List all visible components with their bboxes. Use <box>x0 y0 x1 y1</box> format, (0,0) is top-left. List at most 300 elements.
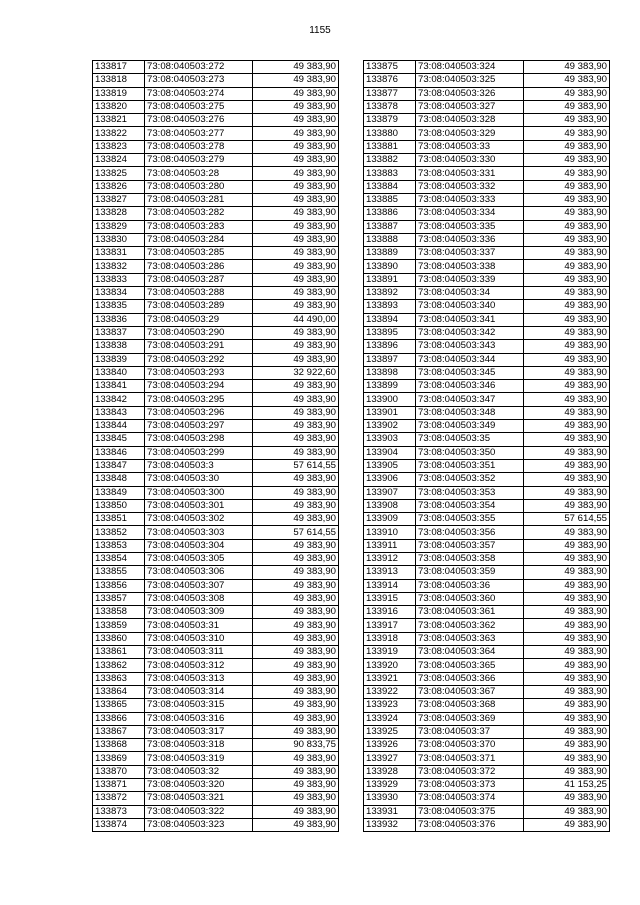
value-cell: 49 383,90 <box>524 473 610 486</box>
value-cell: 49 383,90 <box>253 592 339 605</box>
row-number-cell: 133851 <box>93 513 145 526</box>
value-cell: 49 383,90 <box>253 406 339 419</box>
cadastral-number-cell: 73:08:040503:272 <box>145 61 253 74</box>
cadastral-number-cell: 73:08:040503:338 <box>416 260 524 273</box>
table-row <box>364 699 610 712</box>
row-number-cell: 133928 <box>364 765 416 778</box>
cadastral-number-cell: 73:08:040503:303 <box>145 526 253 539</box>
value-cell: 49 383,90 <box>253 233 339 246</box>
table-row <box>93 765 339 778</box>
table-row <box>364 326 610 339</box>
cadastral-number-cell: 73:08:040503:325 <box>416 74 524 87</box>
table-row <box>364 818 610 831</box>
table-row <box>364 792 610 805</box>
cadastral-number-cell: 73:08:040503:352 <box>416 473 524 486</box>
table-row <box>364 233 610 246</box>
row-number-cell: 133891 <box>364 273 416 286</box>
table-row <box>364 685 610 698</box>
cadastral-number-cell: 73:08:040503:36 <box>416 579 524 592</box>
cadastral-number-cell: 73:08:040503:324 <box>416 61 524 74</box>
cadastral-number-cell: 73:08:040503:32 <box>145 765 253 778</box>
table-row <box>364 340 610 353</box>
value-cell: 49 383,90 <box>253 154 339 167</box>
value-cell: 49 383,90 <box>524 420 610 433</box>
cadastral-number-cell: 73:08:040503:347 <box>416 393 524 406</box>
row-number-cell: 133912 <box>364 552 416 565</box>
value-cell: 49 383,90 <box>253 260 339 273</box>
table-row <box>93 366 339 379</box>
value-cell: 57 614,55 <box>253 459 339 472</box>
table-row <box>93 207 339 220</box>
row-number-cell: 133850 <box>93 499 145 512</box>
cadastral-number-cell: 73:08:040503:287 <box>145 273 253 286</box>
cadastral-number-cell: 73:08:040503:370 <box>416 739 524 752</box>
row-number-cell: 133854 <box>93 552 145 565</box>
cadastral-number-cell: 73:08:040503:286 <box>145 260 253 273</box>
cadastral-number-cell: 73:08:040503:308 <box>145 592 253 605</box>
value-cell: 49 383,90 <box>524 699 610 712</box>
table-row <box>93 805 339 818</box>
cadastral-number-cell: 73:08:040503:349 <box>416 420 524 433</box>
table-row <box>364 539 610 552</box>
value-cell: 49 383,90 <box>253 220 339 233</box>
cadastral-number-cell: 73:08:040503:357 <box>416 539 524 552</box>
value-cell: 49 383,90 <box>253 74 339 87</box>
table-row <box>93 287 339 300</box>
row-number-cell: 133906 <box>364 473 416 486</box>
row-number-cell: 133932 <box>364 818 416 831</box>
cadastral-number-cell: 73:08:040503:28 <box>145 167 253 180</box>
value-cell: 49 383,90 <box>253 207 339 220</box>
value-cell: 49 383,90 <box>524 646 610 659</box>
cadastral-number-cell: 73:08:040503:29 <box>145 313 253 326</box>
table-row <box>93 74 339 87</box>
value-cell: 32 922,60 <box>253 366 339 379</box>
table-row <box>93 699 339 712</box>
row-number-cell: 133907 <box>364 486 416 499</box>
table-row <box>364 313 610 326</box>
value-cell: 49 383,90 <box>524 287 610 300</box>
table-row <box>364 459 610 472</box>
row-number-cell: 133920 <box>364 659 416 672</box>
value-cell: 49 383,90 <box>253 725 339 738</box>
row-number-cell: 133844 <box>93 420 145 433</box>
table-row <box>364 552 610 565</box>
table-row <box>93 300 339 313</box>
table-row <box>364 765 610 778</box>
table-row <box>93 672 339 685</box>
row-number-cell: 133910 <box>364 526 416 539</box>
row-number-cell: 133904 <box>364 446 416 459</box>
table-row <box>93 100 339 113</box>
cadastral-number-cell: 73:08:040503:280 <box>145 180 253 193</box>
cadastral-number-cell: 73:08:040503:340 <box>416 300 524 313</box>
cadastral-number-cell: 73:08:040503:300 <box>145 486 253 499</box>
cadastral-number-cell: 73:08:040503:372 <box>416 765 524 778</box>
table-row <box>364 566 610 579</box>
cadastral-number-cell: 73:08:040503:37 <box>416 725 524 738</box>
table-row <box>364 61 610 74</box>
value-cell: 49 383,90 <box>253 606 339 619</box>
value-cell: 49 383,90 <box>524 247 610 260</box>
value-cell: 49 383,90 <box>524 606 610 619</box>
table-row <box>364 180 610 193</box>
row-number-cell: 133841 <box>93 380 145 393</box>
table-row <box>93 659 339 672</box>
table-row <box>364 499 610 512</box>
table-row <box>93 446 339 459</box>
cadastral-number-cell: 73:08:040503:345 <box>416 366 524 379</box>
row-number-cell: 133909 <box>364 513 416 526</box>
row-number-cell: 133863 <box>93 672 145 685</box>
table-row <box>364 74 610 87</box>
row-number-cell: 133853 <box>93 539 145 552</box>
value-cell: 49 383,90 <box>524 632 610 645</box>
row-number-cell: 133865 <box>93 699 145 712</box>
cadastral-number-cell: 73:08:040503:34 <box>416 287 524 300</box>
value-cell: 49 383,90 <box>524 87 610 100</box>
value-cell: 49 383,90 <box>253 659 339 672</box>
table-row <box>93 154 339 167</box>
table-row <box>364 207 610 220</box>
table-row <box>93 739 339 752</box>
value-cell: 49 383,90 <box>253 247 339 260</box>
table-row <box>364 712 610 725</box>
cadastral-number-cell: 73:08:040503:375 <box>416 805 524 818</box>
cadastral-number-cell: 73:08:040503:360 <box>416 592 524 605</box>
cadastral-number-cell: 73:08:040503:351 <box>416 459 524 472</box>
table-row <box>93 712 339 725</box>
value-cell: 49 383,90 <box>253 193 339 206</box>
value-cell: 49 383,90 <box>524 659 610 672</box>
table-row <box>364 526 610 539</box>
cadastral-number-cell: 73:08:040503:283 <box>145 220 253 233</box>
cadastral-number-cell: 73:08:040503:359 <box>416 566 524 579</box>
table-row <box>93 646 339 659</box>
row-number-cell: 133852 <box>93 526 145 539</box>
row-number-cell: 133819 <box>93 87 145 100</box>
cadastral-number-cell: 73:08:040503:355 <box>416 513 524 526</box>
cadastral-number-cell: 73:08:040503:327 <box>416 100 524 113</box>
table-row <box>364 393 610 406</box>
cadastral-number-cell: 73:08:040503:309 <box>145 606 253 619</box>
cadastral-number-cell: 73:08:040503:348 <box>416 406 524 419</box>
value-cell: 49 383,90 <box>524 193 610 206</box>
cadastral-number-cell: 73:08:040503:33 <box>416 140 524 153</box>
cadastral-number-cell: 73:08:040503:363 <box>416 632 524 645</box>
row-number-cell: 133848 <box>93 473 145 486</box>
row-number-cell: 133926 <box>364 739 416 752</box>
value-cell: 44 490,00 <box>253 313 339 326</box>
table-row <box>93 353 339 366</box>
cadastral-number-cell: 73:08:040503:316 <box>145 712 253 725</box>
value-cell: 49 383,90 <box>524 74 610 87</box>
value-cell: 49 383,90 <box>253 340 339 353</box>
cadastral-number-cell: 73:08:040503:376 <box>416 818 524 831</box>
table-row <box>93 247 339 260</box>
value-cell: 49 383,90 <box>524 752 610 765</box>
cadastral-number-cell: 73:08:040503:373 <box>416 779 524 792</box>
cadastral-number-cell: 73:08:040503:306 <box>145 566 253 579</box>
row-number-cell: 133882 <box>364 154 416 167</box>
value-cell: 49 383,90 <box>253 380 339 393</box>
cadastral-number-cell: 73:08:040503:318 <box>145 739 253 752</box>
value-cell: 49 383,90 <box>253 473 339 486</box>
table-row <box>364 300 610 313</box>
cadastral-number-cell: 73:08:040503:288 <box>145 287 253 300</box>
cadastral-number-cell: 73:08:040503:297 <box>145 420 253 433</box>
cadastral-number-cell: 73:08:040503:362 <box>416 619 524 632</box>
value-cell: 49 383,90 <box>524 300 610 313</box>
cadastral-number-cell: 73:08:040503:278 <box>145 140 253 153</box>
cadastral-number-cell: 73:08:040503:274 <box>145 87 253 100</box>
row-number-cell: 133859 <box>93 619 145 632</box>
value-cell: 49 383,90 <box>524 326 610 339</box>
row-number-cell: 133826 <box>93 180 145 193</box>
table-row <box>93 725 339 738</box>
row-number-cell: 133905 <box>364 459 416 472</box>
table-row <box>364 273 610 286</box>
right-table-body <box>364 61 610 832</box>
row-number-cell: 133899 <box>364 380 416 393</box>
cadastral-number-cell: 73:08:040503:289 <box>145 300 253 313</box>
value-cell: 49 383,90 <box>253 100 339 113</box>
table-row <box>364 446 610 459</box>
row-number-cell: 133902 <box>364 420 416 433</box>
value-cell: 49 383,90 <box>524 579 610 592</box>
row-number-cell: 133883 <box>364 167 416 180</box>
value-cell: 49 383,90 <box>524 486 610 499</box>
value-cell: 49 383,90 <box>253 486 339 499</box>
row-number-cell: 133835 <box>93 300 145 313</box>
row-number-cell: 133917 <box>364 619 416 632</box>
table-row <box>93 114 339 127</box>
cadastral-number-cell: 73:08:040503:314 <box>145 685 253 698</box>
value-cell: 49 383,90 <box>524 313 610 326</box>
row-number-cell: 133885 <box>364 193 416 206</box>
table-row <box>93 486 339 499</box>
cadastral-number-cell: 73:08:040503:319 <box>145 752 253 765</box>
row-number-cell: 133930 <box>364 792 416 805</box>
value-cell: 49 383,90 <box>253 752 339 765</box>
value-cell: 49 383,90 <box>253 513 339 526</box>
cadastral-number-cell: 73:08:040503:3 <box>145 459 253 472</box>
table-row <box>93 220 339 233</box>
value-cell: 49 383,90 <box>524 233 610 246</box>
row-number-cell: 133898 <box>364 366 416 379</box>
row-number-cell: 133824 <box>93 154 145 167</box>
table-row <box>93 632 339 645</box>
row-number-cell: 133893 <box>364 300 416 313</box>
row-number-cell: 133837 <box>93 326 145 339</box>
value-cell: 41 153,25 <box>524 779 610 792</box>
row-number-cell: 133877 <box>364 87 416 100</box>
cadastral-number-cell: 73:08:040503:279 <box>145 154 253 167</box>
table-row <box>364 193 610 206</box>
row-number-cell: 133895 <box>364 326 416 339</box>
row-number-cell: 133870 <box>93 765 145 778</box>
row-number-cell: 133840 <box>93 366 145 379</box>
row-number-cell: 133866 <box>93 712 145 725</box>
cadastral-number-cell: 73:08:040503:284 <box>145 233 253 246</box>
row-number-cell: 133897 <box>364 353 416 366</box>
row-number-cell: 133832 <box>93 260 145 273</box>
row-number-cell: 133836 <box>93 313 145 326</box>
row-number-cell: 133921 <box>364 672 416 685</box>
cadastral-number-cell: 73:08:040503:330 <box>416 154 524 167</box>
row-number-cell: 133927 <box>364 752 416 765</box>
cadastral-number-cell: 73:08:040503:335 <box>416 220 524 233</box>
table-row <box>93 61 339 74</box>
cadastral-number-cell: 73:08:040503:358 <box>416 552 524 565</box>
value-cell: 49 383,90 <box>253 779 339 792</box>
table-row <box>93 233 339 246</box>
value-cell: 49 383,90 <box>524 739 610 752</box>
cadastral-number-cell: 73:08:040503:341 <box>416 313 524 326</box>
table-row <box>93 340 339 353</box>
value-cell: 49 383,90 <box>524 273 610 286</box>
value-cell: 49 383,90 <box>524 366 610 379</box>
value-cell: 49 383,90 <box>253 420 339 433</box>
table-row <box>364 154 610 167</box>
value-cell: 49 383,90 <box>253 685 339 698</box>
row-number-cell: 133838 <box>93 340 145 353</box>
table-row <box>93 606 339 619</box>
row-number-cell: 133924 <box>364 712 416 725</box>
value-cell: 49 383,90 <box>524 380 610 393</box>
value-cell: 49 383,90 <box>524 619 610 632</box>
value-cell: 49 383,90 <box>524 393 610 406</box>
row-number-cell: 133842 <box>93 393 145 406</box>
value-cell: 49 383,90 <box>524 220 610 233</box>
value-cell: 49 383,90 <box>524 446 610 459</box>
value-cell: 49 383,90 <box>524 140 610 153</box>
row-number-cell: 133856 <box>93 579 145 592</box>
value-cell: 90 833,75 <box>253 739 339 752</box>
row-number-cell: 133839 <box>93 353 145 366</box>
cadastral-number-cell: 73:08:040503:307 <box>145 579 253 592</box>
row-number-cell: 133817 <box>93 61 145 74</box>
value-cell: 49 383,90 <box>253 353 339 366</box>
table-row <box>93 526 339 539</box>
table-row <box>93 619 339 632</box>
row-number-cell: 133919 <box>364 646 416 659</box>
table-row <box>364 247 610 260</box>
row-number-cell: 133846 <box>93 446 145 459</box>
row-number-cell: 133894 <box>364 313 416 326</box>
value-cell: 49 383,90 <box>253 273 339 286</box>
row-number-cell: 133903 <box>364 433 416 446</box>
row-number-cell: 133929 <box>364 779 416 792</box>
row-number-cell: 133825 <box>93 167 145 180</box>
row-number-cell: 133869 <box>93 752 145 765</box>
cadastral-number-cell: 73:08:040503:334 <box>416 207 524 220</box>
row-number-cell: 133821 <box>93 114 145 127</box>
cadastral-number-cell: 73:08:040503:371 <box>416 752 524 765</box>
value-cell: 49 383,90 <box>253 87 339 100</box>
cadastral-number-cell: 73:08:040503:276 <box>145 114 253 127</box>
row-number-cell: 133858 <box>93 606 145 619</box>
table-row <box>93 752 339 765</box>
page-number: 1155 <box>309 25 331 36</box>
cadastral-number-cell: 73:08:040503:296 <box>145 406 253 419</box>
cadastral-number-cell: 73:08:040503:282 <box>145 207 253 220</box>
table-row <box>93 180 339 193</box>
right-table-container <box>363 60 610 832</box>
cadastral-number-cell: 73:08:040503:374 <box>416 792 524 805</box>
table-row <box>93 579 339 592</box>
row-number-cell: 133872 <box>93 792 145 805</box>
table-row <box>364 433 610 446</box>
cadastral-number-cell: 73:08:040503:35 <box>416 433 524 446</box>
value-cell: 49 383,90 <box>524 792 610 805</box>
row-number-cell: 133931 <box>364 805 416 818</box>
row-number-cell: 133887 <box>364 220 416 233</box>
cadastral-number-cell: 73:08:040503:322 <box>145 805 253 818</box>
value-cell: 49 383,90 <box>253 672 339 685</box>
cadastral-number-cell: 73:08:040503:321 <box>145 792 253 805</box>
value-cell: 49 383,90 <box>524 406 610 419</box>
table-row <box>364 659 610 672</box>
table-row <box>93 326 339 339</box>
table-row <box>364 779 610 792</box>
cadastral-number-cell: 73:08:040503:366 <box>416 672 524 685</box>
row-number-cell: 133913 <box>364 566 416 579</box>
table-row <box>93 513 339 526</box>
cadastral-number-cell: 73:08:040503:302 <box>145 513 253 526</box>
cadastral-number-cell: 73:08:040503:326 <box>416 87 524 100</box>
cadastral-number-cell: 73:08:040503:323 <box>145 818 253 831</box>
cadastral-number-cell: 73:08:040503:273 <box>145 74 253 87</box>
cadastral-number-cell: 73:08:040503:367 <box>416 685 524 698</box>
row-number-cell: 133873 <box>93 805 145 818</box>
cadastral-number-cell: 73:08:040503:361 <box>416 606 524 619</box>
table-row <box>364 486 610 499</box>
table-row <box>364 646 610 659</box>
value-cell: 49 383,90 <box>253 393 339 406</box>
cadastral-number-cell: 73:08:040503:364 <box>416 646 524 659</box>
left-table <box>92 60 339 832</box>
table-row <box>93 193 339 206</box>
table-row <box>93 380 339 393</box>
table-row <box>364 632 610 645</box>
table-row <box>93 552 339 565</box>
row-number-cell: 133868 <box>93 739 145 752</box>
row-number-cell: 133874 <box>93 818 145 831</box>
table-row <box>93 167 339 180</box>
row-number-cell: 133879 <box>364 114 416 127</box>
cadastral-number-cell: 73:08:040503:333 <box>416 193 524 206</box>
cadastral-number-cell: 73:08:040503:336 <box>416 233 524 246</box>
table-row <box>93 792 339 805</box>
table-row <box>364 220 610 233</box>
cadastral-number-cell: 73:08:040503:317 <box>145 725 253 738</box>
value-cell: 49 383,90 <box>524 433 610 446</box>
row-number-cell: 133822 <box>93 127 145 140</box>
table-row <box>364 260 610 273</box>
table-row <box>364 725 610 738</box>
value-cell: 49 383,90 <box>524 685 610 698</box>
row-number-cell: 133884 <box>364 180 416 193</box>
row-number-cell: 133918 <box>364 632 416 645</box>
row-number-cell: 133834 <box>93 287 145 300</box>
value-cell: 57 614,55 <box>524 513 610 526</box>
row-number-cell: 133830 <box>93 233 145 246</box>
row-number-cell: 133823 <box>93 140 145 153</box>
value-cell: 49 383,90 <box>253 712 339 725</box>
row-number-cell: 133871 <box>93 779 145 792</box>
value-cell: 49 383,90 <box>253 566 339 579</box>
